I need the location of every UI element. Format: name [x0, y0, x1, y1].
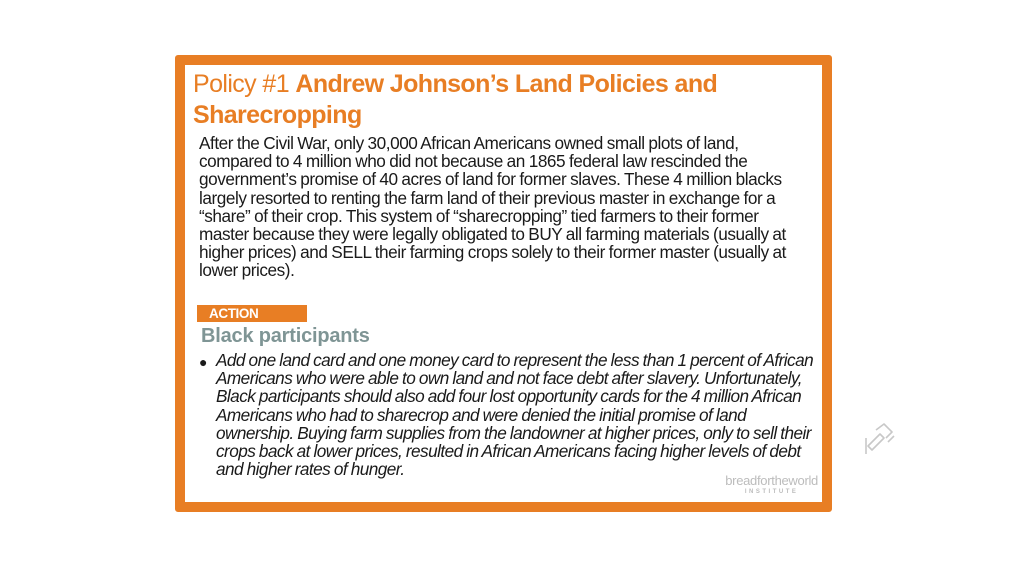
action-badge: ACTION — [197, 305, 307, 322]
card-title — [193, 69, 813, 131]
organization-logo — [725, 474, 818, 496]
bullet-icon: ● — [199, 354, 208, 370]
logo-subline: INSTITUTE — [744, 489, 799, 495]
title-main: Andrew Johnson’s Land Policies and Sharecropping — [193, 70, 718, 129]
policy-card — [175, 55, 832, 512]
decorative-wheat-icon — [862, 420, 898, 456]
section-heading: Black participants — [201, 325, 370, 347]
body-paragraph: After the Civil War, only 30,000 African Americans owned small plots of land, compared to 4 million who did not because an 1865 federal law rescinded the government’s promise of 40 acres of land for former slaves. These 4 million blacks largely resorted to renting the farm land of their previous master in exchange for a “share” of their crop. This system of “sharecropping” tied farmers to their former master because they were legally obligated to BUY all farming materials (usually at higher prices) and SELL their farming crops solely to their former master (usually at lower prices). — [199, 133, 786, 281]
title-prefix: Policy #1 — [193, 70, 296, 98]
bullet-text: Add one land card and one money card to represent the less than 1 percent of African Americans who were able to own land and not face debt after slavery. Unfortunately, Black participants should also add four lost opportunity cards for the 4 million African Americans who had to sharecrop and were denied the initial promise of land ownership. Buying farm supplies from the landowner at higher prices, only to sell their crops back at lower prices, resulted in African Americans facing higher levels of debt and higher rates of hunger. — [216, 350, 814, 480]
logo-wordmark: breadfortheworld — [725, 473, 818, 488]
